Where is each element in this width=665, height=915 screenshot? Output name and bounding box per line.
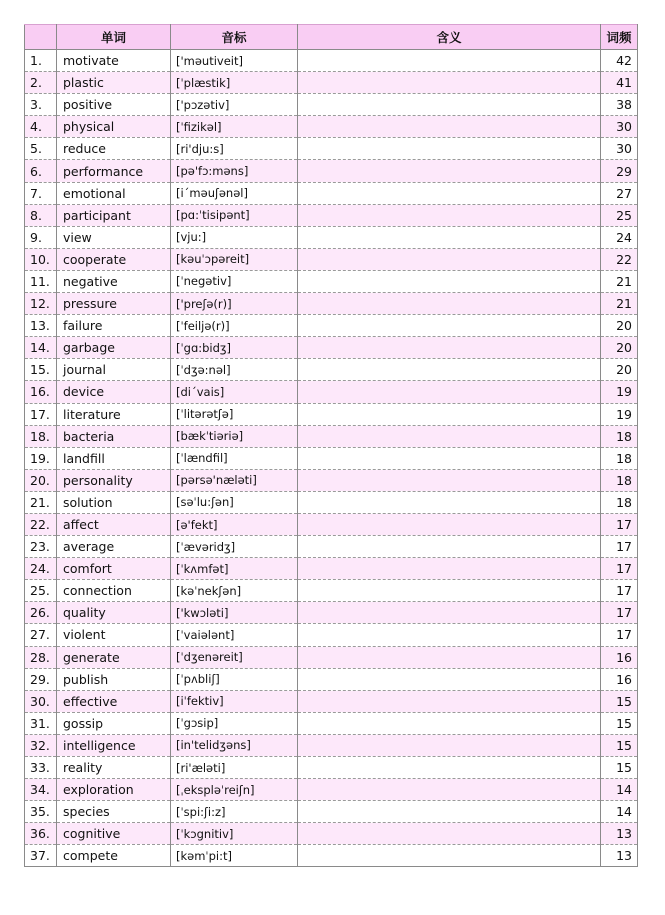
table-row [25, 491, 638, 513]
row-frequency: 13 [601, 823, 638, 845]
row-phonetic: [səˈlu:ʃən] [171, 491, 298, 513]
row-word: performance [57, 160, 171, 182]
table-row [25, 403, 638, 425]
table-row [25, 624, 638, 646]
row-word: pressure [57, 293, 171, 315]
row-word: connection [57, 580, 171, 602]
row-number: 12. [25, 293, 57, 315]
row-number: 35. [25, 801, 57, 823]
row-meaning [298, 712, 601, 734]
row-number: 34. [25, 779, 57, 801]
row-frequency: 17 [601, 580, 638, 602]
row-phonetic: [bækˈtiəriə] [171, 425, 298, 447]
table-row [25, 823, 638, 845]
row-meaning [298, 690, 601, 712]
row-phonetic: [ə'fekt] [171, 513, 298, 535]
row-phonetic: [ˌekspləˈreiʃn] [171, 779, 298, 801]
row-number: 19. [25, 447, 57, 469]
row-number: 1. [25, 50, 57, 72]
row-phonetic: [ˈgɔsip] [171, 712, 298, 734]
row-meaning [298, 602, 601, 624]
table-row [25, 602, 638, 624]
row-word: publish [57, 668, 171, 690]
row-phonetic: [pɑ:ˈtisipənt] [171, 204, 298, 226]
row-number: 3. [25, 94, 57, 116]
row-word: positive [57, 94, 171, 116]
row-meaning [298, 138, 601, 160]
table-row [25, 138, 638, 160]
row-meaning [298, 447, 601, 469]
row-phonetic: [ˈkʌmfət] [171, 558, 298, 580]
row-phonetic: [ˈdʒenəreit] [171, 646, 298, 668]
row-number: 26. [25, 602, 57, 624]
row-frequency: 24 [601, 226, 638, 248]
row-phonetic: [ˈplæstik] [171, 72, 298, 94]
table-row [25, 160, 638, 182]
row-word: motivate [57, 50, 171, 72]
row-meaning [298, 845, 601, 867]
table-row [25, 779, 638, 801]
row-frequency: 18 [601, 469, 638, 491]
table-row [25, 690, 638, 712]
table-row [25, 116, 638, 138]
table-row [25, 845, 638, 867]
row-frequency: 15 [601, 690, 638, 712]
row-frequency: 20 [601, 315, 638, 337]
row-phonetic: ['məutiveit] [171, 50, 298, 72]
row-frequency: 20 [601, 359, 638, 381]
row-frequency: 19 [601, 403, 638, 425]
header-frequency: 词频 [601, 25, 638, 50]
row-number: 17. [25, 403, 57, 425]
row-frequency: 30 [601, 138, 638, 160]
row-frequency: 21 [601, 293, 638, 315]
header-phonetic: 音标 [171, 25, 298, 50]
row-number: 36. [25, 823, 57, 845]
row-frequency: 18 [601, 491, 638, 513]
row-frequency: 22 [601, 248, 638, 270]
row-word: average [57, 536, 171, 558]
table-row [25, 757, 638, 779]
row-meaning [298, 558, 601, 580]
row-frequency: 20 [601, 337, 638, 359]
table-row [25, 270, 638, 292]
row-word: generate [57, 646, 171, 668]
row-word: cognitive [57, 823, 171, 845]
row-frequency: 41 [601, 72, 638, 94]
row-frequency: 16 [601, 668, 638, 690]
row-number: 2. [25, 72, 57, 94]
row-frequency: 16 [601, 646, 638, 668]
row-frequency: 19 [601, 381, 638, 403]
row-word: gossip [57, 712, 171, 734]
row-number: 9. [25, 226, 57, 248]
row-meaning [298, 50, 601, 72]
row-number: 14. [25, 337, 57, 359]
table-row [25, 182, 638, 204]
row-number: 18. [25, 425, 57, 447]
row-word: compete [57, 845, 171, 867]
row-meaning [298, 624, 601, 646]
row-phonetic: [ˈspi:ʃi:z] [171, 801, 298, 823]
row-meaning [298, 801, 601, 823]
row-word: bacteria [57, 425, 171, 447]
row-meaning [298, 315, 601, 337]
row-phonetic: ['kwɔləti] [171, 602, 298, 624]
row-number: 7. [25, 182, 57, 204]
row-word: quality [57, 602, 171, 624]
row-number: 29. [25, 668, 57, 690]
row-frequency: 15 [601, 734, 638, 756]
row-meaning [298, 94, 601, 116]
row-phonetic: [iˈfektiv] [171, 690, 298, 712]
vocabulary-table [24, 24, 638, 867]
row-number: 33. [25, 757, 57, 779]
row-frequency: 38 [601, 94, 638, 116]
row-number: 8. [25, 204, 57, 226]
row-meaning [298, 668, 601, 690]
row-phonetic: [ri'æləti] [171, 757, 298, 779]
table-row [25, 226, 638, 248]
row-meaning [298, 72, 601, 94]
row-number: 20. [25, 469, 57, 491]
row-word: garbage [57, 337, 171, 359]
row-meaning [298, 513, 601, 535]
row-phonetic: [ˈfeiljə(r)] [171, 315, 298, 337]
header-word: 单词 [57, 25, 171, 50]
row-word: personality [57, 469, 171, 491]
row-number: 25. [25, 580, 57, 602]
table-row [25, 359, 638, 381]
row-word: solution [57, 491, 171, 513]
header-row [25, 25, 638, 50]
row-meaning [298, 116, 601, 138]
row-phonetic: [ˈgɑ:bidʒ] [171, 337, 298, 359]
row-word: reduce [57, 138, 171, 160]
row-phonetic: [kəmˈpi:t] [171, 845, 298, 867]
table-row [25, 668, 638, 690]
row-phonetic: ['pɔzətiv] [171, 94, 298, 116]
header-meaning: 含义 [298, 25, 601, 50]
row-phonetic: [kəuˈɔpəreit] [171, 248, 298, 270]
table-row [25, 381, 638, 403]
row-word: journal [57, 359, 171, 381]
row-word: view [57, 226, 171, 248]
row-number: 21. [25, 491, 57, 513]
row-frequency: 18 [601, 447, 638, 469]
row-word: intelligence [57, 734, 171, 756]
row-number: 27. [25, 624, 57, 646]
row-phonetic: [ˈvaiələnt] [171, 624, 298, 646]
row-word: device [57, 381, 171, 403]
row-meaning [298, 491, 601, 513]
table-row [25, 337, 638, 359]
row-phonetic: [ˈdʒə:nəl] [171, 359, 298, 381]
row-word: plastic [57, 72, 171, 94]
row-meaning [298, 469, 601, 491]
row-frequency: 25 [601, 204, 638, 226]
row-phonetic: [kəˈnekʃən] [171, 580, 298, 602]
row-phonetic: [ˈlændfil] [171, 447, 298, 469]
row-frequency: 13 [601, 845, 638, 867]
row-phonetic: [ˈnegətiv] [171, 270, 298, 292]
row-number: 32. [25, 734, 57, 756]
row-number: 5. [25, 138, 57, 160]
row-word: species [57, 801, 171, 823]
table-row [25, 712, 638, 734]
row-frequency: 30 [601, 116, 638, 138]
row-meaning [298, 182, 601, 204]
table-row [25, 248, 638, 270]
row-number: 11. [25, 270, 57, 292]
row-meaning [298, 160, 601, 182]
row-meaning [298, 337, 601, 359]
row-meaning [298, 403, 601, 425]
row-word: failure [57, 315, 171, 337]
header-number [25, 25, 57, 50]
row-meaning [298, 779, 601, 801]
row-word: emotional [57, 182, 171, 204]
row-phonetic: [ˈkɔgnitiv] [171, 823, 298, 845]
row-phonetic: ['preʃə(r)] [171, 293, 298, 315]
row-phonetic: [ˈfizikəl] [171, 116, 298, 138]
row-meaning [298, 580, 601, 602]
row-number: 16. [25, 381, 57, 403]
table-row [25, 293, 638, 315]
row-phonetic: [pə'fɔ:məns] [171, 160, 298, 182]
table-row [25, 315, 638, 337]
table-row [25, 204, 638, 226]
row-number: 30. [25, 690, 57, 712]
row-frequency: 15 [601, 712, 638, 734]
row-frequency: 14 [601, 801, 638, 823]
row-meaning [298, 204, 601, 226]
row-number: 13. [25, 315, 57, 337]
row-number: 37. [25, 845, 57, 867]
table-row [25, 469, 638, 491]
table-row [25, 536, 638, 558]
row-meaning [298, 757, 601, 779]
row-frequency: 15 [601, 757, 638, 779]
table-row [25, 72, 638, 94]
row-meaning [298, 823, 601, 845]
row-meaning [298, 734, 601, 756]
table-row [25, 447, 638, 469]
row-frequency: 21 [601, 270, 638, 292]
row-phonetic: [ˈlitərətʃə] [171, 403, 298, 425]
row-number: 22. [25, 513, 57, 535]
row-meaning [298, 359, 601, 381]
row-frequency: 18 [601, 425, 638, 447]
row-frequency: 14 [601, 779, 638, 801]
table-row [25, 425, 638, 447]
row-word: comfort [57, 558, 171, 580]
row-meaning [298, 646, 601, 668]
table-row [25, 513, 638, 535]
row-frequency: 17 [601, 536, 638, 558]
row-number: 15. [25, 359, 57, 381]
row-frequency: 17 [601, 558, 638, 580]
table-row [25, 94, 638, 116]
row-word: landfill [57, 447, 171, 469]
row-word: exploration [57, 779, 171, 801]
row-number: 28. [25, 646, 57, 668]
row-meaning [298, 425, 601, 447]
row-word: cooperate [57, 248, 171, 270]
table-header [25, 25, 638, 50]
row-phonetic: [in'telidʒəns] [171, 734, 298, 756]
row-number: 10. [25, 248, 57, 270]
row-frequency: 17 [601, 513, 638, 535]
row-word: violent [57, 624, 171, 646]
row-frequency: 17 [601, 624, 638, 646]
row-number: 24. [25, 558, 57, 580]
table-row [25, 50, 638, 72]
table-row [25, 558, 638, 580]
row-number: 4. [25, 116, 57, 138]
row-phonetic: [diˊvais] [171, 381, 298, 403]
row-meaning [298, 536, 601, 558]
table-row [25, 801, 638, 823]
row-phonetic: [pərsə'næləti] [171, 469, 298, 491]
row-frequency: 17 [601, 602, 638, 624]
row-phonetic: [ˈævəridʒ] [171, 536, 298, 558]
row-number: 6. [25, 160, 57, 182]
row-word: reality [57, 757, 171, 779]
row-number: 23. [25, 536, 57, 558]
table-row [25, 646, 638, 668]
row-word: effective [57, 690, 171, 712]
row-meaning [298, 226, 601, 248]
row-phonetic: [ˈpʌbliʃ] [171, 668, 298, 690]
row-frequency: 29 [601, 160, 638, 182]
row-word: physical [57, 116, 171, 138]
row-word: participant [57, 204, 171, 226]
table-body [25, 50, 638, 867]
row-frequency: 42 [601, 50, 638, 72]
row-number: 31. [25, 712, 57, 734]
row-frequency: 27 [601, 182, 638, 204]
row-phonetic: [vju:] [171, 226, 298, 248]
row-word: literature [57, 403, 171, 425]
row-meaning [298, 270, 601, 292]
row-phonetic: [ri'dju:s] [171, 138, 298, 160]
row-phonetic: [iˊməuʃənəl] [171, 182, 298, 204]
row-word: negative [57, 270, 171, 292]
table-row [25, 734, 638, 756]
table-row [25, 580, 638, 602]
row-meaning [298, 381, 601, 403]
row-word: affect [57, 513, 171, 535]
row-meaning [298, 293, 601, 315]
row-meaning [298, 248, 601, 270]
